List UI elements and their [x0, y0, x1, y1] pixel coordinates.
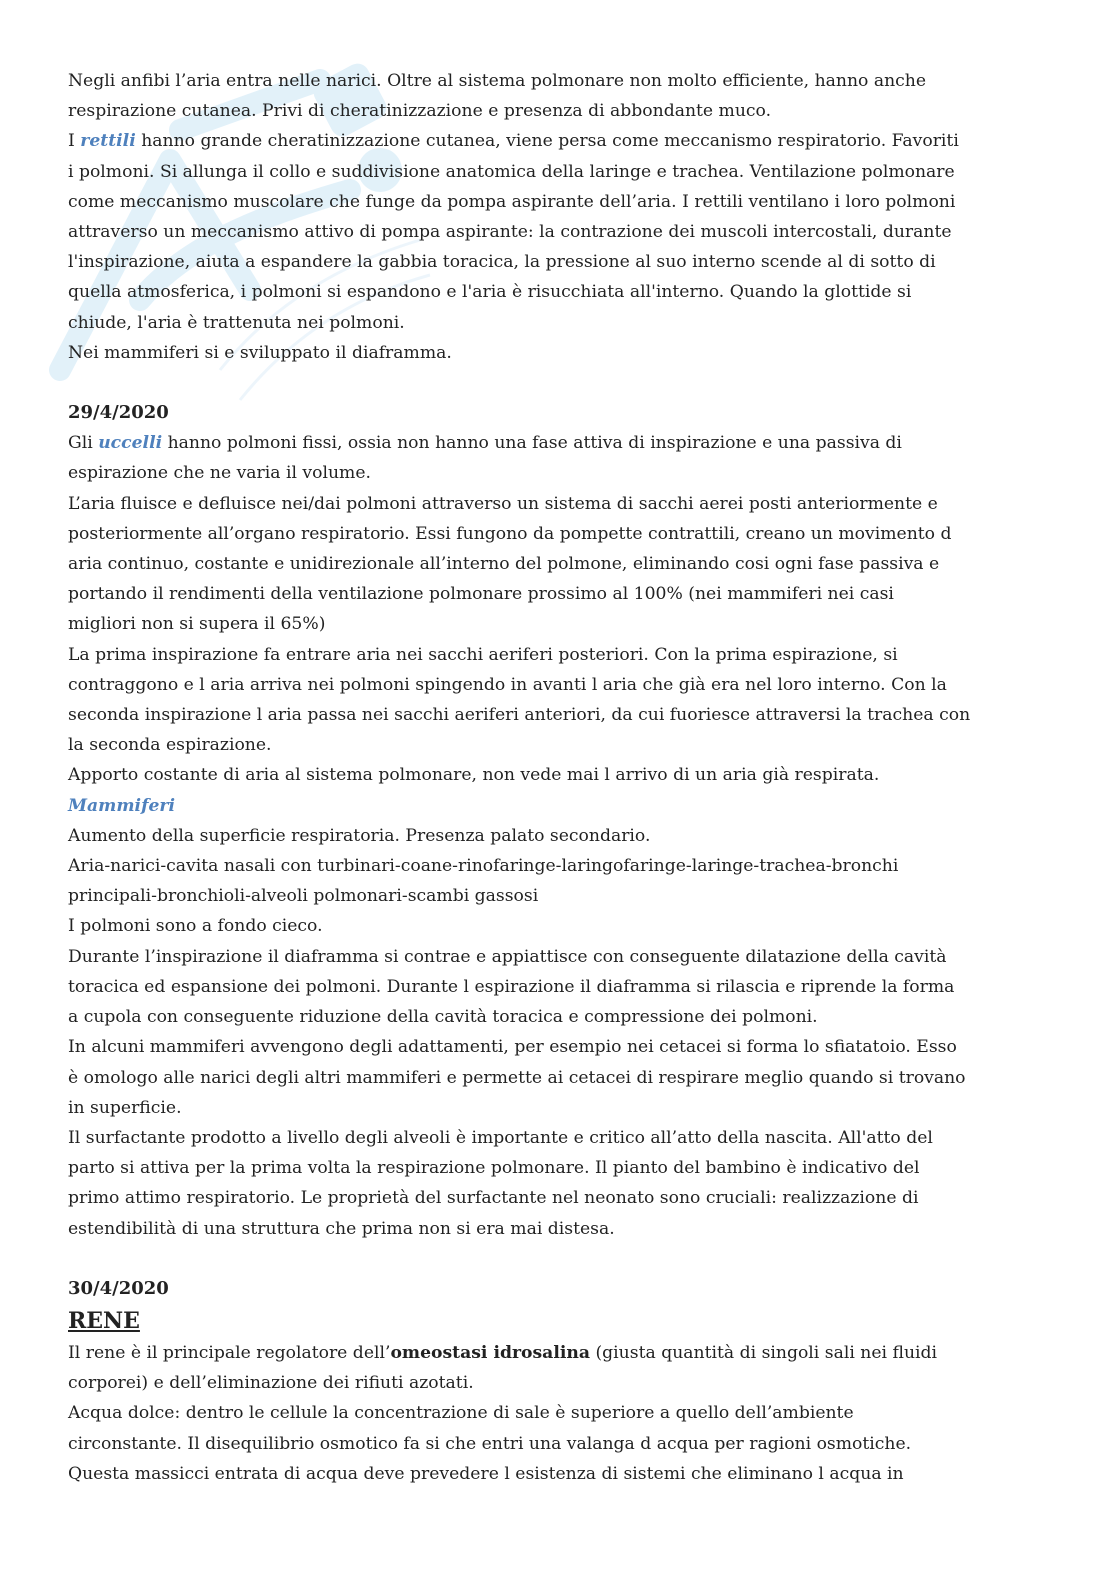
text-line: Negli anfibi l’aria entra nelle narici. Oltre al sistema polmonare non molto efficiente, hanno anche: [68, 71, 927, 91]
text-span: Il rene è il principale regolatore dell’: [68, 1342, 391, 1363]
text-line: posteriormente all’organo respiratorio. Essi fungono da pompette contrattili, creano un movimento d: [68, 523, 952, 544]
text-line: migliori non si supera il 65%): [68, 614, 326, 635]
text-line: toracica ed espansione dei polmoni. Durante l espirazione il diaframma si rilascia e riprende la forma: [68, 976, 955, 997]
bold-term: omeostasi idrosalina: [390, 1342, 591, 1363]
text-line: L’aria fluisce e defluisce nei/dai polmoni attraverso un sistema di sacchi aerei posti anteriormente e: [68, 493, 938, 514]
text-line: Nei mammiferi si e sviluppato il diaframma.: [68, 342, 452, 363]
text-line: portando il rendimenti della ventilazione polmonare prossimo al 100% (nei mammiferi nei casi: [68, 584, 894, 605]
text-line: [68, 1338, 1053, 1368]
section-title-rene: RENE: [68, 1307, 140, 1334]
text-line: la seconda espirazione.: [68, 735, 272, 756]
text-line: l'inspirazione, aiuta a espandere la gabbia toracica, la pressione al suo interno scende al di sotto di: [68, 252, 936, 273]
paragraph-spacer: [68, 368, 1053, 398]
text-line: [68, 428, 1053, 458]
text-line: Durante l’inspirazione il diaframma si contrae e appiattisce con conseguente dilatazione della cavità: [68, 946, 947, 967]
text-line: Aria-narici-cavita nasali con turbinari-coane-rinofaringe-laringofaringe-laringe-trachea-bronchi: [68, 856, 899, 877]
text-line: quella atmosferica, i polmoni si espandono e l'aria è risucchiata all'interno. Quando la glottide si: [68, 282, 912, 303]
text-line: Il surfactante prodotto a livello degli alveoli è importante e critico all’atto della nascita. All'atto del: [68, 1127, 933, 1148]
text-line: come meccanismo muscolare che funge da pompa aspirante dell’aria. I rettili ventilano i loro polmoni: [68, 191, 956, 212]
text-line: Apporto costante di aria al sistema polmonare, non vede mai l arrivo di un aria già respirata.: [68, 765, 880, 786]
keyword-uccelli: uccelli: [98, 433, 163, 454]
text-span: Gli: [68, 433, 99, 454]
text-line: aria continuo, costante e unidirezionale all’interno del polmone, eliminando cosi ogni fase passiva e: [68, 554, 940, 575]
text-line: respirazione cutanea. Privi di cheratinizzazione e presenza di abbondante muco.: [68, 101, 772, 122]
date-heading: 30/4/2020: [68, 1277, 169, 1299]
text-span: hanno grande cheratinizzazione cutanea, viene persa come meccanismo respiratorio. Favoriti: [135, 131, 959, 152]
text-line: estendibilità di una struttura che prima non si era mai distesa.: [68, 1218, 615, 1239]
text-span: hanno polmoni fissi, ossia non hanno una fase attiva di inspirazione e una passiva di: [162, 433, 902, 454]
text-line: corporei) e dell’eliminazione dei rifiuti azotati.: [68, 1373, 474, 1394]
text-line: Acqua dolce: dentro le cellule la concentrazione di sale è superiore a quello dell’ambiente: [68, 1403, 854, 1424]
text-line: principali-bronchioli-alveoli polmonari-scambi gassosi: [68, 886, 539, 907]
paragraph-spacer: [68, 1244, 1053, 1274]
text-line: espirazione che ne varia il volume.: [68, 463, 371, 484]
text-line: è omologo alle narici degli altri mammiferi e permette ai cetacei di respirare meglio quando si trovano: [68, 1067, 966, 1088]
text-line: attraverso un meccanismo attivo di pompa aspirante: la contrazione dei muscoli intercostali, durante: [68, 222, 952, 243]
text-line: primo attimo respiratorio. Le proprietà del surfactante nel neonato sono cruciali: realizzazione di: [68, 1188, 919, 1209]
text-line: contraggono e l aria arriva nei polmoni spingendo in avanti l aria che già era nel loro interno. Con la: [68, 674, 947, 695]
text-line: Aumento della superficie respiratoria. Presenza palato secondario.: [68, 825, 651, 846]
mammiferi-heading: Mammiferi: [68, 795, 175, 816]
text-line: [68, 126, 1053, 156]
text-span: I: [68, 131, 81, 152]
keyword-rettili: rettili: [80, 131, 136, 152]
text-line: seconda inspirazione l aria passa nei sacchi aeriferi anteriori, da cui fuoriesce attraversi la trachea con: [68, 705, 971, 726]
text-span: (giusta quantità di singoli sali nei fluidi: [590, 1342, 938, 1363]
text-line: i polmoni. Si allunga il collo e suddivisione anatomica della laringe e trachea. Ventilazione polmonare: [68, 161, 955, 182]
text-line: In alcuni mammiferi avvengono degli adattamenti, per esempio nei cetacei si forma lo sfiatatoio. Esso: [68, 1037, 957, 1058]
text-line: La prima inspirazione fa entrare aria nei sacchi aeriferi posteriori. Con la prima espirazione, si: [68, 644, 898, 665]
text-line: parto si attiva per la prima volta la respirazione polmonare. Il pianto del bambino è indicativo del: [68, 1158, 920, 1179]
text-line: circonstante. Il disequilibrio osmotico fa si che entri una valanga d acqua per ragioni osmotiche.: [68, 1433, 912, 1454]
date-heading: 29/4/2020: [68, 402, 169, 424]
document-page: [68, 66, 1053, 1489]
text-line: Questa massicci entrata di acqua deve prevedere l esistenza di sistemi che eliminano l acqua in: [68, 1463, 904, 1484]
text-line: chiude, l'aria è trattenuta nei polmoni.: [68, 312, 405, 333]
text-line: I polmoni sono a fondo cieco.: [68, 916, 323, 937]
text-line: in superficie.: [68, 1097, 182, 1118]
text-line: a cupola con conseguente riduzione della cavità toracica e compressione dei polmoni.: [68, 1007, 818, 1028]
